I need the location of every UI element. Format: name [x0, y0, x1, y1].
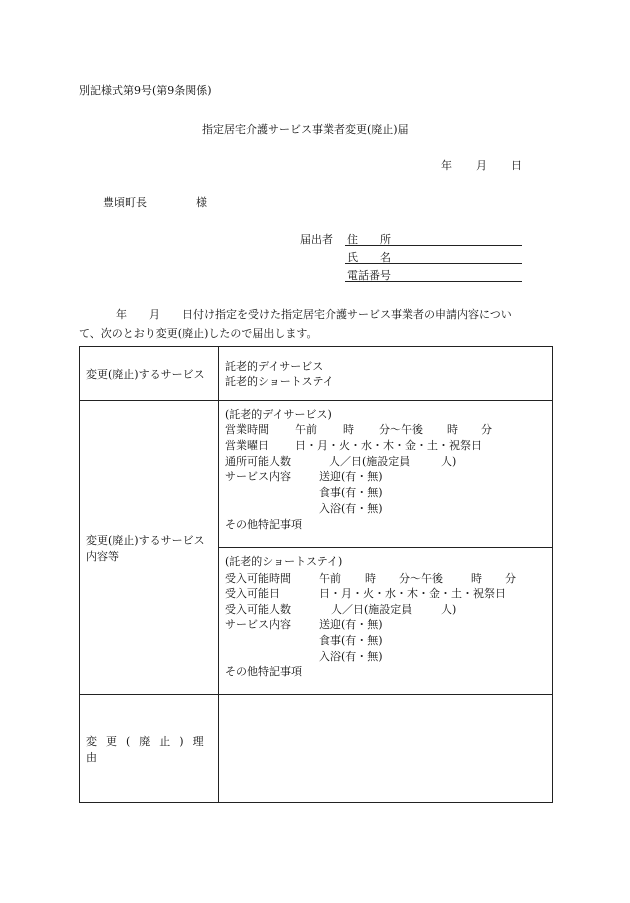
service-day: 託老的デイサービス — [225, 360, 324, 373]
day-am: 午前 — [295, 423, 317, 436]
day-hour1: 時 — [343, 423, 354, 436]
day-service-label: サービス内容 — [225, 470, 291, 483]
reason-label-cell — [80, 695, 219, 803]
short-other: その他特記事項 — [225, 665, 302, 678]
phone-underline — [345, 281, 522, 282]
date-year: 年 — [441, 159, 452, 172]
content-label-2: 内容等 — [86, 549, 119, 563]
day-min2: 分 — [481, 423, 492, 436]
short-days-label: 受入可能日 — [225, 587, 280, 600]
form-number: 別記様式第9号(第9条関係) — [79, 84, 212, 97]
name-label: 氏 名 — [347, 251, 391, 264]
day-heading: (託老的デイサービス) — [225, 408, 332, 421]
content-label-cell — [80, 401, 219, 695]
short-stay-cell — [219, 548, 553, 695]
short-capacity-value: 人／日(施設定員 — [331, 603, 413, 616]
short-hour1: 時 — [365, 572, 376, 585]
day-capacity-label: 通所可能人数 — [225, 455, 291, 468]
address-label: 住 所 — [347, 233, 391, 246]
service-label: 変更(廃止)するサービス — [86, 367, 205, 381]
reason-value-cell[interactable] — [219, 695, 553, 803]
short-capacity-label: 受入可能人数 — [225, 603, 291, 616]
content-label-1: 変更(廃止)するサービス — [86, 533, 205, 547]
day-item-pickup: 送迎(有・無) — [319, 470, 383, 483]
short-hours-label: 受入可能時間 — [225, 572, 291, 585]
table-row — [80, 695, 553, 803]
short-service-label: サービス内容 — [225, 618, 291, 631]
day-item-bath: 入浴(有・無) — [319, 502, 383, 515]
day-item-meal: 食事(有・無) — [319, 486, 383, 499]
short-item-pickup: 送迎(有・無) — [319, 618, 383, 631]
short-item-bath: 入浴(有・無) — [319, 650, 383, 663]
day-hours-label: 営業時間 — [225, 423, 269, 436]
short-min1: 分〜午後 — [399, 572, 443, 585]
short-capacity-end: 人) — [441, 603, 457, 616]
short-min2: 分 — [505, 572, 516, 585]
short-days-value: 日・月・火・水・木・金・土・祝祭日 — [319, 587, 506, 600]
document-title: 指定居宅介護サービス事業者変更(廃止)届 — [202, 123, 409, 136]
notification-table — [79, 346, 553, 803]
date-month: 月 — [476, 159, 487, 172]
service-short: 託老的ショートステイ — [225, 375, 334, 388]
day-min1: 分〜午後 — [379, 423, 423, 436]
short-hour2: 時 — [471, 572, 482, 585]
addressee-honorific: 様 — [196, 196, 207, 209]
day-service-cell — [219, 401, 553, 548]
date-day: 日 — [511, 159, 522, 172]
day-days-label: 営業曜日 — [225, 439, 269, 452]
day-capacity-end: 人) — [441, 455, 457, 468]
table-row — [80, 401, 553, 548]
day-other: その他特記事項 — [225, 518, 302, 531]
name-underline — [345, 263, 522, 264]
service-value-cell — [219, 347, 553, 401]
short-heading: (託老的ショートステイ) — [225, 555, 343, 568]
phone-label: 電話番号 — [347, 269, 391, 282]
day-days-value: 日・月・火・水・木・金・土・祝祭日 — [295, 439, 482, 452]
service-label-cell — [80, 347, 219, 401]
short-am: 午前 — [319, 572, 341, 585]
addressee-name: 豊頃町長 — [103, 196, 147, 209]
reason-label: 変更(廃止)理由 — [86, 734, 213, 764]
day-hour2: 時 — [447, 423, 458, 436]
body-line-2: て、次のとおり変更(廃止)したので届出します。 — [79, 327, 318, 340]
applicant-label: 届出者 — [300, 233, 333, 246]
short-item-meal: 食事(有・無) — [319, 634, 383, 647]
day-capacity-value: 人／日(施設定員 — [329, 455, 411, 468]
body-line-1: 年 月 日付け指定を受けた指定居宅介護サービス事業者の申請内容につい — [116, 308, 512, 321]
table-row — [80, 347, 553, 401]
address-underline — [345, 245, 522, 246]
